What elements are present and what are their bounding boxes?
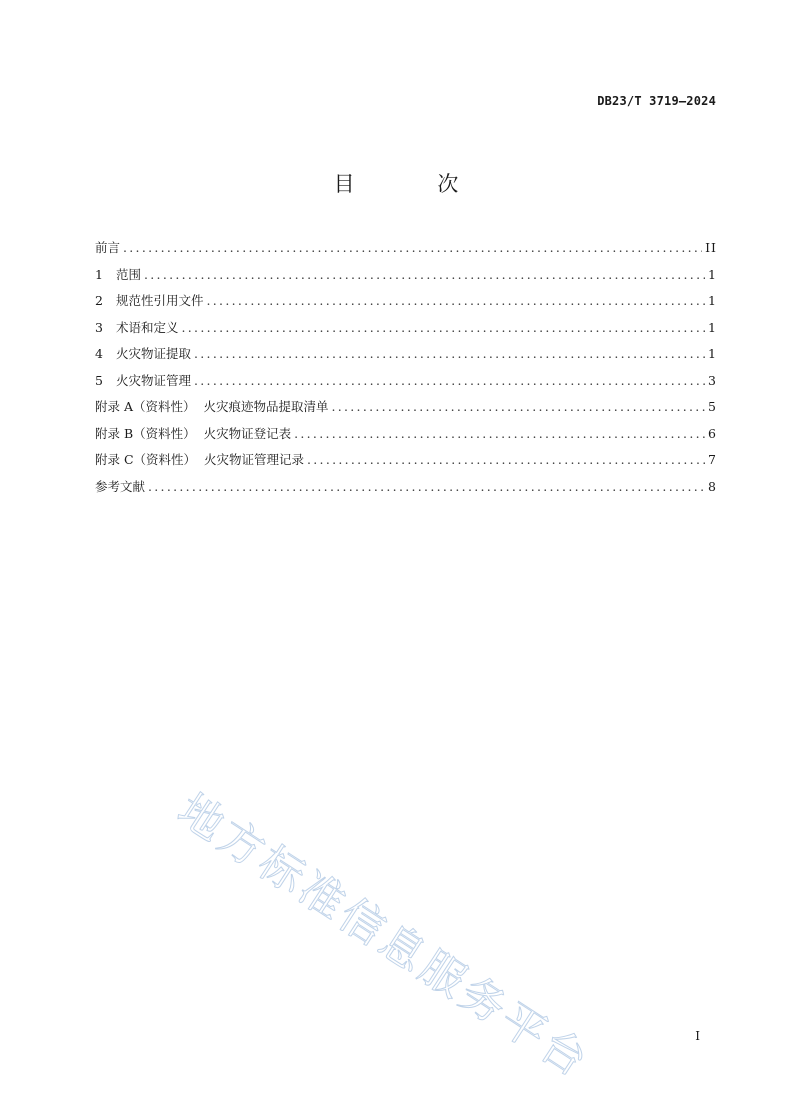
toc-entry-terms-definitions[interactable] xyxy=(95,318,717,345)
toc-entry-evidence-management[interactable] xyxy=(95,371,717,398)
document-code: DB23/T 3719—2024 xyxy=(597,94,716,108)
table-of-contents xyxy=(95,238,717,503)
toc-dot-leader xyxy=(123,240,702,255)
toc-entry-number: 2 xyxy=(95,293,103,308)
toc-entry-label: 规范性引用文件 xyxy=(116,293,204,308)
toc-entry-label: 术语和定义 xyxy=(116,319,179,335)
toc-entry-page: 5 xyxy=(708,399,717,414)
toc-entry-label: 火灾物证提取 xyxy=(116,346,192,361)
toc-entry-page: 1 xyxy=(708,346,717,361)
toc-entry-number: 4 xyxy=(95,346,103,361)
toc-entry-label: 前言 xyxy=(95,240,121,255)
toc-dot-leader xyxy=(331,399,705,414)
toc-entry-page: 6 xyxy=(708,425,717,441)
toc-entry-normative-references[interactable] xyxy=(95,291,717,318)
toc-dot-leader xyxy=(182,320,706,335)
toc-dot-leader xyxy=(294,426,705,441)
toc-entry-appendix-a[interactable] xyxy=(95,397,717,424)
toc-dot-leader xyxy=(148,479,705,494)
toc-entry-scope[interactable] xyxy=(95,265,717,292)
toc-entry-appendix-c[interactable] xyxy=(95,450,717,477)
page-number: I xyxy=(695,1029,700,1043)
toc-entry-page: 1 xyxy=(708,319,717,335)
toc-entry-number: 1 xyxy=(95,266,103,282)
toc-entry-page: 7 xyxy=(708,452,717,467)
toc-entry-label: 附录 C（资料性） 火灾物证管理记录 xyxy=(95,452,304,467)
toc-entry-page: 1 xyxy=(708,293,717,308)
toc-entry-appendix-b[interactable] xyxy=(95,424,717,451)
toc-entry-label: 附录 A（资料性） 火灾痕迹物品提取清单 xyxy=(95,399,329,414)
toc-entry-label: 火灾物证管理 xyxy=(116,372,192,388)
toc-dot-leader xyxy=(307,452,705,467)
toc-entry-page: 1 xyxy=(708,266,717,282)
toc-title: 目 次 xyxy=(333,172,497,196)
toc-dot-leader xyxy=(207,293,706,308)
toc-entry-foreword[interactable] xyxy=(95,238,717,265)
toc-entry-page: II xyxy=(705,240,717,255)
toc-entry-label: 参考文献 xyxy=(95,478,146,494)
toc-entry-page: 8 xyxy=(708,478,717,494)
toc-dot-leader xyxy=(194,346,705,361)
toc-entry-page: 3 xyxy=(708,372,717,388)
toc-entry-evidence-extraction[interactable] xyxy=(95,344,717,371)
toc-entry-bibliography[interactable] xyxy=(95,477,717,504)
watermark: 地方标准信息服务平台 xyxy=(168,784,599,1089)
toc-entry-label: 附录 B（资料性） 火灾物证登记表 xyxy=(95,425,292,441)
toc-dot-leader xyxy=(144,267,705,282)
toc-entry-label: 范围 xyxy=(116,266,142,282)
toc-entry-number: 3 xyxy=(95,319,103,335)
toc-dot-leader xyxy=(194,373,705,388)
toc-entry-number: 5 xyxy=(95,372,103,388)
